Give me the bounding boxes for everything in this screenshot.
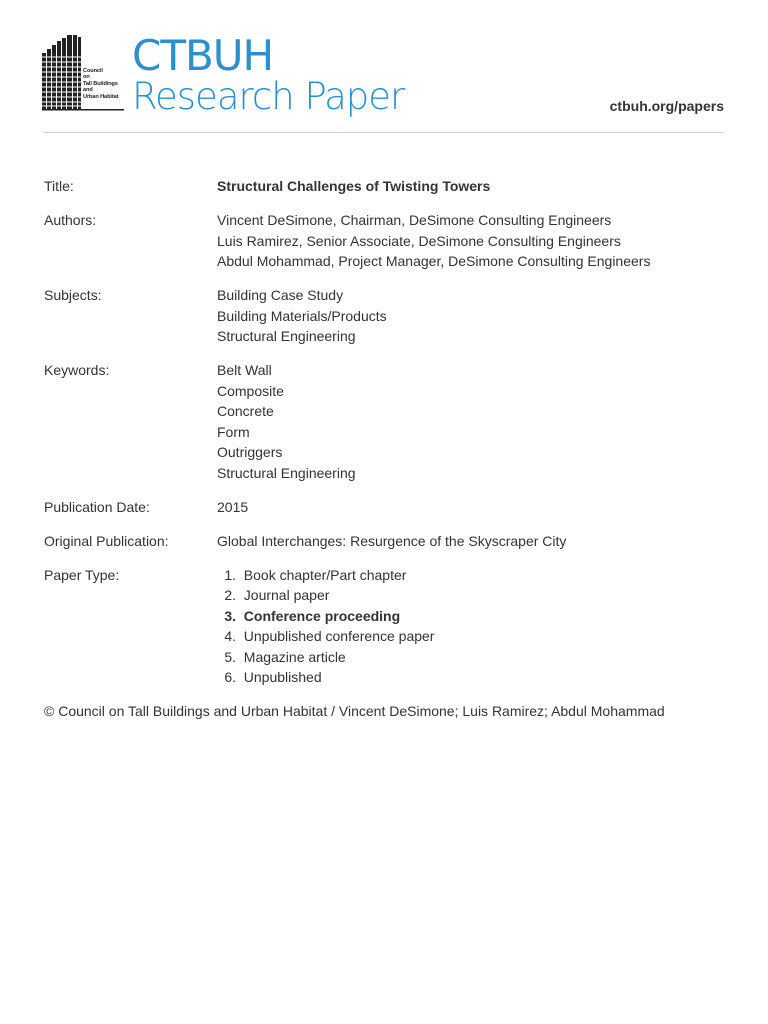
authors-label: Authors:	[44, 212, 97, 228]
papertype-number: 1.	[224, 566, 236, 583]
authors-list	[217, 210, 734, 272]
logo-wordmark	[83, 68, 118, 100]
papertype-item	[217, 606, 734, 627]
papertype-text: Conference proceeding	[243, 607, 401, 624]
title-row	[44, 176, 734, 197]
subject-item: Building Case Study	[217, 287, 344, 303]
papertype-text: Unpublished conference paper	[243, 628, 435, 644]
papertype-text: Magazine article	[243, 648, 346, 665]
keywords-label: Keywords:	[44, 362, 110, 378]
title-value: Structural Challenges of Twisting Towers	[217, 178, 491, 194]
papertype-number: 2.	[224, 587, 236, 603]
keywords-list	[217, 360, 734, 483]
logo-line: and	[83, 87, 93, 94]
copyright-notice: © Council on Tall Buildings and Urban Habitat / Vincent DeSimone; Luis Ramirez; Abdul Mohammad	[44, 703, 665, 719]
papertype-number: 6.	[224, 669, 236, 685]
author-item: Luis Ramirez, Senior Associate, DeSimone Consulting Engineers	[217, 232, 621, 249]
papertype-item	[217, 626, 734, 647]
papertype-number: 4.	[224, 628, 236, 644]
papertype-item	[217, 585, 734, 606]
paper-metadata	[44, 176, 734, 722]
keyword-item: Concrete	[217, 403, 274, 419]
origpub-value: Global Interchanges: Resurgence of the Skyscraper City	[217, 532, 567, 549]
papertype-item	[217, 647, 734, 668]
papertype-item	[217, 565, 734, 586]
papertype-text: Unpublished	[243, 669, 322, 685]
subject-item: Structural Engineering	[217, 328, 356, 344]
keyword-item: Structural Engineering	[217, 464, 356, 481]
keyword-item: Belt Wall	[217, 362, 272, 378]
keyword-item: Outriggers	[217, 444, 283, 460]
subjects-row	[44, 285, 734, 347]
subjects-label: Subjects:	[44, 287, 102, 303]
header-divider	[43, 132, 724, 133]
papertype-text: Book chapter/Part chapter	[243, 566, 407, 583]
author-item: Abdul Mohammad, Project Manager, DeSimone Consulting Engineers	[217, 253, 651, 269]
brand-title: CTBUH	[132, 31, 274, 80]
logo-line: Urban Habitat	[83, 93, 119, 100]
papertype-number: 5.	[224, 648, 236, 665]
keyword-item: Composite	[217, 382, 284, 399]
origpub-label: Original Publication:	[44, 532, 169, 549]
keywords-row	[44, 360, 734, 483]
papertype-item	[217, 667, 734, 688]
papertype-label: Paper Type:	[44, 566, 120, 583]
title-label: Title:	[44, 178, 74, 194]
logo-line: Council	[83, 68, 103, 74]
papertype-list-wrap	[217, 565, 734, 688]
origpub-row	[44, 531, 734, 552]
page-header	[0, 0, 768, 134]
papertype-text: Journal paper	[243, 587, 330, 603]
logo-line: Tall Buildings	[83, 80, 118, 87]
pubdate-value: 2015	[217, 498, 249, 515]
keyword-item: Form	[217, 423, 250, 440]
pubdate-row	[44, 497, 734, 518]
papertype-row	[44, 565, 734, 688]
papertype-list	[217, 565, 734, 688]
subject-item: Building Materials/Products	[217, 307, 387, 324]
papertype-number: 3.	[224, 607, 236, 624]
site-link[interactable]: ctbuh.org/papers	[609, 98, 724, 114]
subjects-list	[217, 285, 734, 347]
author-item: Vincent DeSimone, Chairman, DeSimone Consulting Engineers	[217, 212, 612, 228]
pubdate-label: Publication Date:	[44, 498, 150, 515]
authors-row	[44, 210, 734, 272]
logo-line: on	[83, 74, 90, 81]
brand-subtitle: Research Paper	[132, 75, 405, 118]
